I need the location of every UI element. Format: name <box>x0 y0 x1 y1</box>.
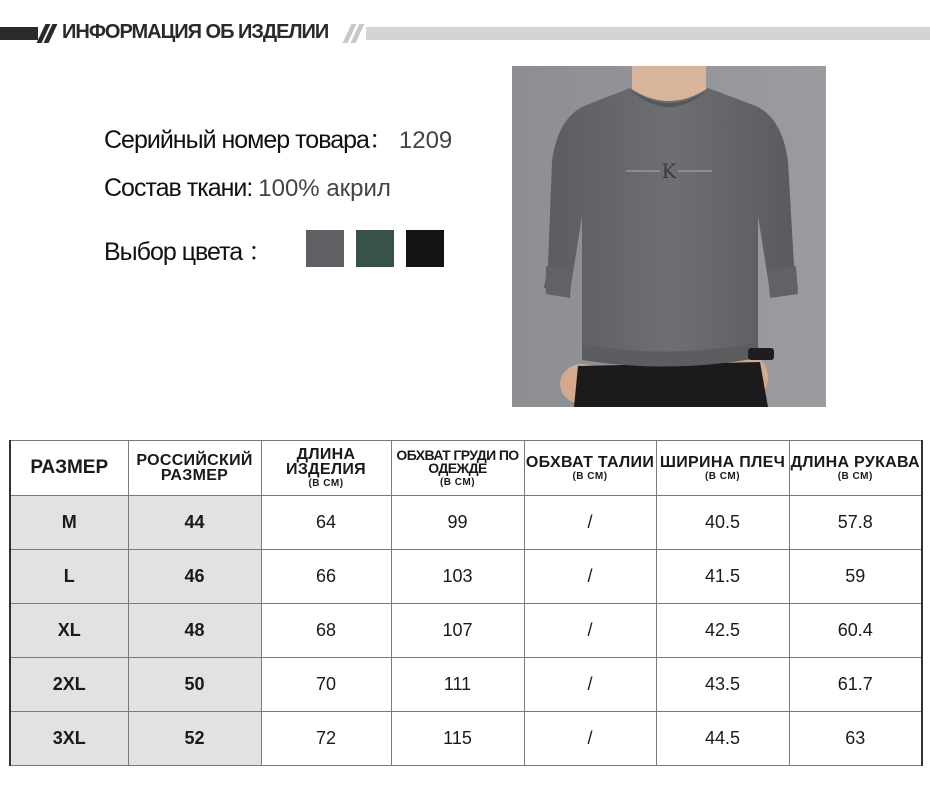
russian-size-cell: 52 <box>128 712 261 766</box>
waist-cell: / <box>524 712 656 766</box>
header-bar-right <box>366 27 930 40</box>
waist-cell: / <box>524 496 656 550</box>
fabric-label: Состав ткани: <box>104 174 259 202</box>
size-cell: M <box>10 496 128 550</box>
shoulder-cell: 44.5 <box>656 712 789 766</box>
sleeve-cell: 63 <box>789 712 922 766</box>
size-cell: 2XL <box>10 658 128 712</box>
size-cell: 3XL <box>10 712 128 766</box>
svg-text:K: K <box>661 159 677 183</box>
fabric-line <box>104 174 391 203</box>
color-swatch-gray[interactable] <box>306 230 344 267</box>
length-cell: 66 <box>261 550 391 604</box>
table-row <box>10 550 922 604</box>
chest-cell: 103 <box>391 550 524 604</box>
waist-cell: / <box>524 658 656 712</box>
chest-cell: 111 <box>391 658 524 712</box>
header-size: РАЗМЕР <box>10 441 128 496</box>
header-length: ДЛИНА ИЗДЕЛИЯ (В СМ) <box>261 441 391 496</box>
header-sleeve: ДЛИНА РУКАВА (В СМ) <box>789 441 922 496</box>
color-choice-line <box>104 232 272 268</box>
table-header-row <box>10 441 922 496</box>
serial-number-line <box>104 120 452 156</box>
russian-size-cell: 44 <box>128 496 261 550</box>
waist-cell: / <box>524 604 656 658</box>
table-row <box>10 658 922 712</box>
size-cell: L <box>10 550 128 604</box>
header-waist: ОБХВАТ ТАЛИИ (В СМ) <box>524 441 656 496</box>
serial-number-label: Серийный номер товара： <box>104 126 393 154</box>
chest-cell: 99 <box>391 496 524 550</box>
length-cell: 68 <box>261 604 391 658</box>
header-russian-size: РОССИЙСКИЙ РАЗМЕР <box>128 441 261 496</box>
sleeve-cell: 61.7 <box>789 658 922 712</box>
serial-number-value: 1209 <box>398 127 453 154</box>
size-cell: XL <box>10 604 128 658</box>
sleeve-cell: 59 <box>789 550 922 604</box>
section-title: ИНФОРМАЦИЯ ОБ ИЗДЕЛИИ <box>62 21 329 43</box>
russian-size-cell: 50 <box>128 658 261 712</box>
chest-cell: 115 <box>391 712 524 766</box>
shoulder-cell: 40.5 <box>656 496 789 550</box>
fabric-value: 100% акрил <box>258 175 391 202</box>
russian-size-cell: 48 <box>128 604 261 658</box>
shoulder-cell: 43.5 <box>656 658 789 712</box>
length-cell: 64 <box>261 496 391 550</box>
length-cell: 70 <box>261 658 391 712</box>
shoulder-cell: 42.5 <box>656 604 789 658</box>
shoulder-cell: 41.5 <box>656 550 789 604</box>
chest-cell: 107 <box>391 604 524 658</box>
sweatshirt-illustration <box>512 66 826 407</box>
color-choice-label: Выбор цвета ： <box>104 238 273 266</box>
product-photo <box>512 66 826 407</box>
header-shoulder: ШИРИНА ПЛЕЧ (В СМ) <box>656 441 789 496</box>
length-cell: 72 <box>261 712 391 766</box>
size-chart-table <box>9 440 923 766</box>
table-row <box>10 712 922 766</box>
russian-size-cell: 46 <box>128 550 261 604</box>
table-row <box>10 604 922 658</box>
header-bar-left <box>0 27 38 40</box>
header-chest: ОБХВАТ ГРУДИ ПО ОДЕЖДЕ (В СМ) <box>391 441 524 496</box>
sleeve-cell: 60.4 <box>789 604 922 658</box>
waist-cell: / <box>524 550 656 604</box>
table-row <box>10 496 922 550</box>
color-swatch-black[interactable] <box>406 230 444 267</box>
sleeve-cell: 57.8 <box>789 496 922 550</box>
color-swatch-green[interactable] <box>356 230 394 267</box>
